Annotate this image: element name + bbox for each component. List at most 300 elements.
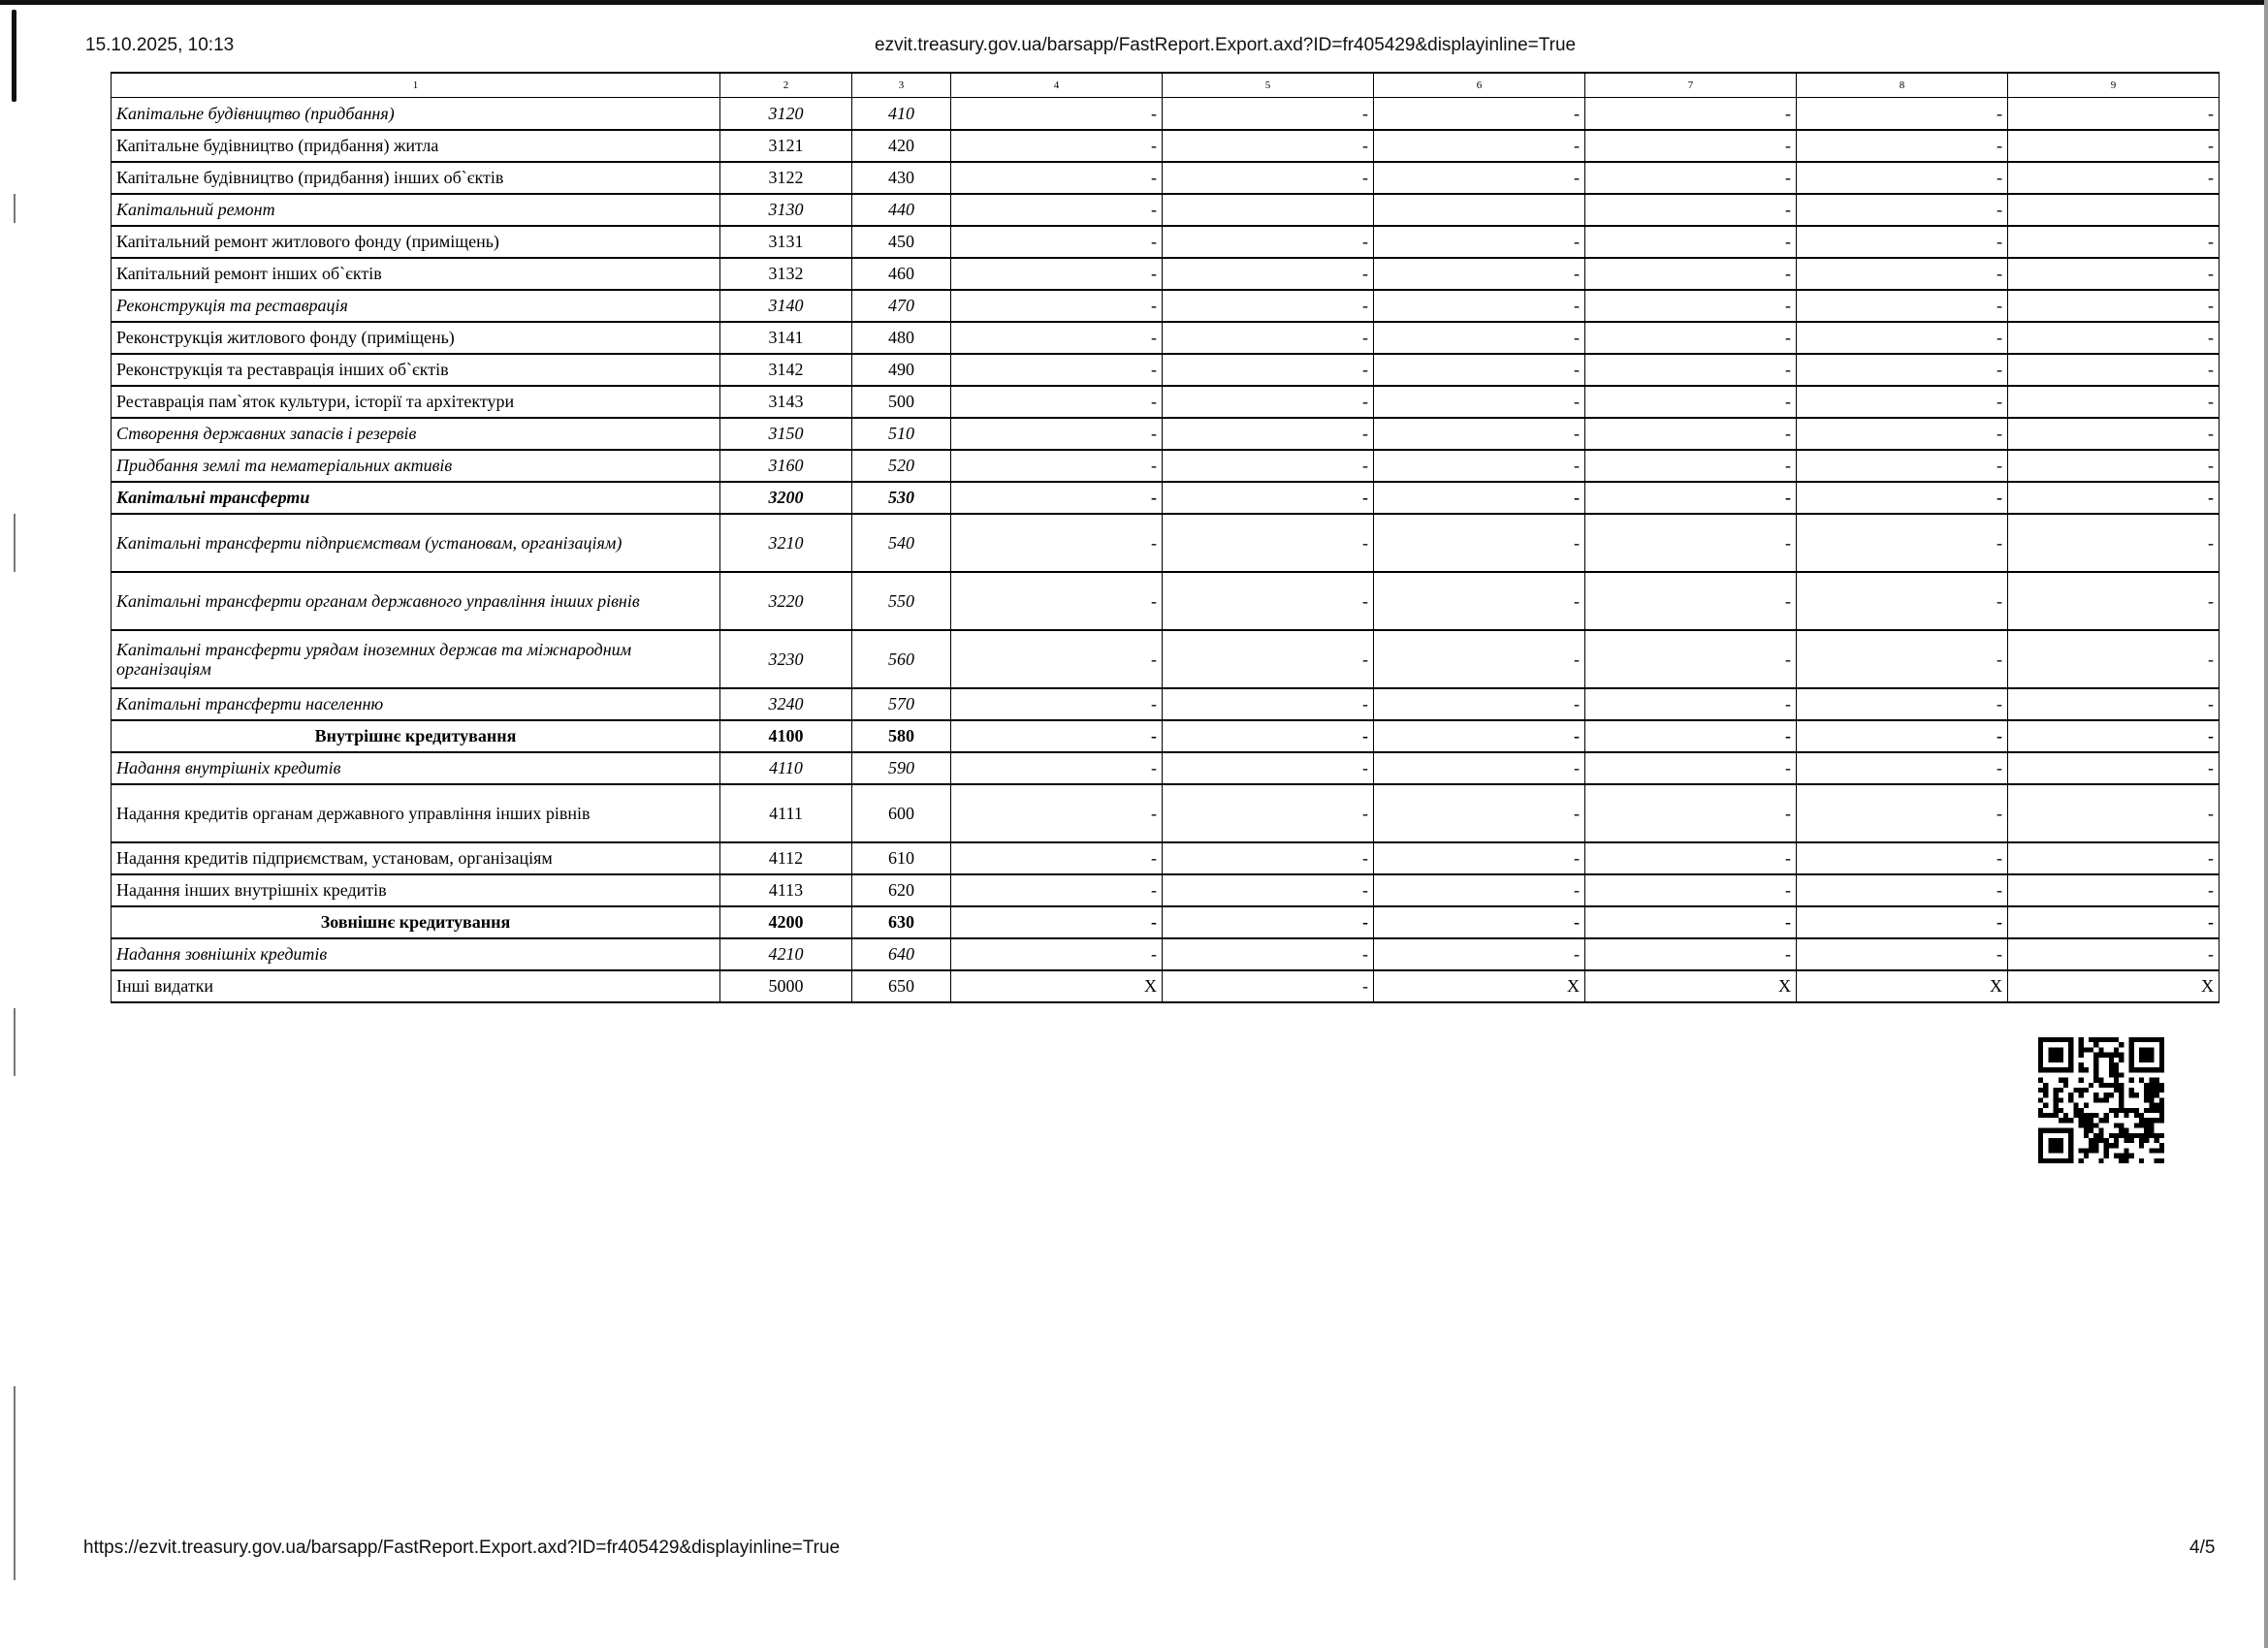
qr-module (2155, 1108, 2159, 1113)
value-cell: - (1163, 874, 1374, 906)
value-cell: - (1163, 386, 1374, 418)
qr-module (2084, 1103, 2089, 1108)
qr-module (2089, 1143, 2093, 1148)
qr-module (2139, 1078, 2144, 1083)
line-code: 540 (852, 514, 951, 572)
value-cell: - (2008, 784, 2220, 842)
table-row (112, 98, 2220, 130)
qr-module (2063, 1078, 2068, 1083)
column-number-row (112, 73, 2220, 98)
qr-module (2054, 1097, 2059, 1102)
value-cell: - (2008, 386, 2220, 418)
line-code: 420 (852, 130, 951, 162)
value-cell: - (1374, 386, 1585, 418)
qr-module (2068, 1118, 2073, 1123)
qr-module (2089, 1083, 2093, 1088)
kekv-code: 3143 (720, 386, 852, 418)
line-code: 640 (852, 938, 951, 970)
value-cell: - (1585, 162, 1797, 194)
table-row (112, 720, 2220, 752)
qr-module (2149, 1123, 2154, 1127)
qr-module (2059, 1118, 2063, 1123)
value-cell: - (1374, 752, 1585, 784)
qr-module (2119, 1133, 2124, 1138)
qr-code (2038, 1037, 2164, 1163)
value-cell: - (1585, 572, 1797, 630)
qr-module (2084, 1113, 2089, 1118)
qr-module (2059, 1108, 2063, 1113)
value-cell: - (1374, 688, 1585, 720)
row-name: Капітальний ремонт (112, 194, 720, 226)
qr-module (2124, 1128, 2128, 1133)
qr-module (2129, 1108, 2134, 1113)
qr-module (2084, 1154, 2089, 1158)
value-cell: - (1797, 572, 2008, 630)
line-code: 570 (852, 688, 951, 720)
value-cell: - (1585, 258, 1797, 290)
qr-module (2068, 1097, 2073, 1102)
scan-mark (14, 1386, 16, 1580)
qr-module (2159, 1108, 2164, 1113)
value-cell: X (951, 970, 1163, 1002)
value-cell: - (1797, 482, 2008, 514)
qr-module (2109, 1083, 2114, 1088)
qr-module (2114, 1078, 2119, 1083)
value-cell: - (1585, 874, 1797, 906)
kekv-code: 3210 (720, 514, 852, 572)
qr-module (2159, 1143, 2164, 1148)
value-cell: - (1374, 418, 1585, 450)
line-code: 600 (852, 784, 951, 842)
qr-module (2155, 1088, 2159, 1093)
qr-module (2155, 1103, 2159, 1108)
scan-edge-right (2264, 0, 2268, 1648)
qr-module (2129, 1093, 2134, 1097)
row-name: Реконструкція та реставрація інших об`єктів (112, 354, 720, 386)
qr-module (2109, 1058, 2114, 1062)
value-cell: - (951, 842, 1163, 874)
value-cell (1374, 194, 1585, 226)
qr-module (2109, 1037, 2114, 1042)
qr-module (2144, 1128, 2149, 1133)
value-cell: - (2008, 290, 2220, 322)
qr-module (2084, 1128, 2089, 1133)
qr-module (2139, 1113, 2144, 1118)
line-code: 630 (852, 906, 951, 938)
value-cell: - (951, 630, 1163, 688)
qr-module (2155, 1148, 2159, 1153)
qr-module (2124, 1138, 2128, 1143)
qr-module (2109, 1062, 2114, 1067)
value-cell: - (2008, 418, 2220, 450)
value-cell: - (1797, 720, 2008, 752)
column-number: 6 (1374, 73, 1585, 98)
value-cell: - (1797, 162, 2008, 194)
value-cell: - (951, 906, 1163, 938)
column-number: 5 (1163, 73, 1374, 98)
qr-module (2098, 1037, 2103, 1042)
row-name: Внутрішнє кредитування (112, 720, 720, 752)
value-cell: - (1585, 418, 1797, 450)
table-row (112, 322, 2220, 354)
qr-module (2124, 1108, 2128, 1113)
value-cell: - (1163, 752, 1374, 784)
kekv-code: 4210 (720, 938, 852, 970)
qr-module (2093, 1113, 2098, 1118)
row-name: Створення державних запасів і резервів (112, 418, 720, 450)
qr-module (2129, 1078, 2134, 1083)
qr-module (2054, 1103, 2059, 1108)
value-cell: - (951, 688, 1163, 720)
value-cell: - (1585, 98, 1797, 130)
qr-module (2159, 1118, 2164, 1123)
qr-module (2093, 1067, 2098, 1072)
value-cell: - (951, 226, 1163, 258)
value-cell: - (1585, 906, 1797, 938)
qr-module (2038, 1088, 2043, 1093)
value-cell: - (1374, 572, 1585, 630)
qr-module (2079, 1158, 2084, 1163)
qr-module (2119, 1093, 2124, 1097)
value-cell: - (1585, 752, 1797, 784)
value-cell: - (951, 752, 1163, 784)
qr-module (2079, 1078, 2084, 1083)
value-cell: - (1585, 514, 1797, 572)
qr-module (2114, 1154, 2119, 1158)
value-cell: - (1374, 98, 1585, 130)
qr-module (2149, 1088, 2154, 1093)
qr-module (2119, 1097, 2124, 1102)
value-cell: X (1374, 970, 1585, 1002)
value-cell: - (1797, 450, 2008, 482)
table-row (112, 688, 2220, 720)
value-cell: - (1374, 354, 1585, 386)
qr-module (2093, 1072, 2098, 1077)
qr-module (2109, 1108, 2114, 1113)
qr-module (2139, 1158, 2144, 1163)
value-cell: - (2008, 98, 2220, 130)
qr-module (2063, 1118, 2068, 1123)
line-code: 520 (852, 450, 951, 482)
value-cell: - (1585, 630, 1797, 688)
qr-module (2149, 1108, 2154, 1113)
line-code: 610 (852, 842, 951, 874)
qr-module (2098, 1138, 2103, 1143)
qr-module (2109, 1143, 2114, 1148)
qr-module (2089, 1138, 2093, 1143)
qr-module (2109, 1067, 2114, 1072)
column-number: 1 (112, 73, 720, 98)
qr-module (2073, 1088, 2078, 1093)
qr-module (2089, 1118, 2093, 1123)
qr-module (2155, 1083, 2159, 1088)
row-name: Капітальні трансферти (112, 482, 720, 514)
value-cell: - (1797, 874, 2008, 906)
qr-module (2063, 1113, 2068, 1118)
qr-module (2119, 1158, 2124, 1163)
qr-module (2104, 1083, 2109, 1088)
value-cell: - (1163, 258, 1374, 290)
value-cell: - (1374, 162, 1585, 194)
value-cell: - (2008, 720, 2220, 752)
qr-module (2144, 1093, 2149, 1097)
qr-module (2104, 1143, 2109, 1148)
table-row (112, 194, 2220, 226)
value-cell: - (951, 514, 1163, 572)
value-cell: - (1163, 688, 1374, 720)
qr-module (2093, 1133, 2098, 1138)
value-cell: X (1797, 970, 2008, 1002)
row-name: Надання зовнішніх кредитів (112, 938, 720, 970)
print-datetime: 15.10.2025, 10:13 (85, 35, 235, 55)
qr-module (2089, 1123, 2093, 1127)
value-cell: - (951, 290, 1163, 322)
row-name: Капітальне будівництво (придбання) житла (112, 130, 720, 162)
value-cell: - (951, 194, 1163, 226)
value-cell: - (1797, 842, 2008, 874)
qr-module (2079, 1037, 2084, 1042)
table-row (112, 226, 2220, 258)
qr-module (2038, 1108, 2043, 1113)
qr-module (2079, 1062, 2084, 1067)
row-name: Надання кредитів органам державного управління інших рівнів (112, 784, 720, 842)
kekv-code: 3132 (720, 258, 852, 290)
value-cell: - (1797, 98, 2008, 130)
line-code: 560 (852, 630, 951, 688)
qr-module (2059, 1088, 2063, 1093)
value-cell: - (1585, 322, 1797, 354)
qr-module (2155, 1138, 2159, 1143)
value-cell: - (951, 572, 1163, 630)
qr-module (2124, 1158, 2128, 1163)
qr-module (2129, 1133, 2134, 1138)
value-cell: - (951, 720, 1163, 752)
qr-module (2098, 1128, 2103, 1133)
value-cell: - (1163, 842, 1374, 874)
qr-module (2098, 1053, 2103, 1058)
qr-module (2073, 1108, 2078, 1113)
value-cell: - (1374, 720, 1585, 752)
kekv-code: 5000 (720, 970, 852, 1002)
qr-module (2084, 1047, 2089, 1052)
value-cell: - (1374, 130, 1585, 162)
value-cell: - (1797, 194, 2008, 226)
qr-module (2054, 1113, 2059, 1118)
qr-module (2093, 1053, 2098, 1058)
qr-module (2114, 1113, 2119, 1118)
qr-module (2054, 1088, 2059, 1093)
value-cell: - (2008, 688, 2220, 720)
line-code: 530 (852, 482, 951, 514)
row-name: Капітальні трансферти органам державного управління інших рівнів (112, 572, 720, 630)
value-cell: - (1163, 322, 1374, 354)
kekv-code: 4112 (720, 842, 852, 874)
qr-module (2124, 1113, 2128, 1118)
qr-module (2043, 1093, 2048, 1097)
value-cell: - (1374, 514, 1585, 572)
qr-module (2149, 1128, 2154, 1133)
kekv-code: 3160 (720, 450, 852, 482)
table-row (112, 752, 2220, 784)
qr-module (2093, 1042, 2098, 1047)
qr-module (2114, 1083, 2119, 1088)
qr-module (2159, 1097, 2164, 1102)
value-cell: - (1163, 290, 1374, 322)
row-name: Надання внутрішніх кредитів (112, 752, 720, 784)
qr-module (2114, 1138, 2119, 1143)
qr-module (2098, 1078, 2103, 1083)
qr-module (2149, 1118, 2154, 1123)
value-cell: - (1585, 938, 1797, 970)
qr-module (2068, 1093, 2073, 1097)
qr-module (2059, 1078, 2063, 1083)
qr-module (2114, 1053, 2119, 1058)
value-cell: - (1797, 290, 2008, 322)
qr-module (2144, 1138, 2149, 1143)
value-cell: - (1797, 906, 2008, 938)
qr-module (2119, 1154, 2124, 1158)
kekv-code: 4111 (720, 784, 852, 842)
value-cell: - (1163, 130, 1374, 162)
line-code: 620 (852, 874, 951, 906)
table-row (112, 514, 2220, 572)
qr-module (2134, 1108, 2139, 1113)
page-number: 4/5 (2189, 1537, 2216, 1558)
kekv-code: 3120 (720, 98, 852, 130)
qr-module (2098, 1083, 2103, 1088)
qr-module (2134, 1093, 2139, 1097)
kekv-code: 3130 (720, 194, 852, 226)
line-code: 430 (852, 162, 951, 194)
value-cell: - (1585, 688, 1797, 720)
kekv-code: 3230 (720, 630, 852, 688)
qr-module (2119, 1123, 2124, 1127)
qr-module (2093, 1097, 2098, 1102)
value-cell: - (2008, 874, 2220, 906)
value-cell: - (2008, 482, 2220, 514)
qr-module (2144, 1133, 2149, 1138)
value-cell: - (1163, 572, 1374, 630)
qr-module (2119, 1088, 2124, 1093)
qr-module (2139, 1133, 2144, 1138)
kekv-code: 4200 (720, 906, 852, 938)
value-cell: - (951, 784, 1163, 842)
qr-module (2114, 1143, 2119, 1148)
qr-module (2043, 1083, 2048, 1088)
value-cell: - (1797, 418, 2008, 450)
value-cell: - (1374, 842, 1585, 874)
value-cell: - (951, 322, 1163, 354)
value-cell: - (951, 162, 1163, 194)
value-cell: - (1797, 514, 2008, 572)
qr-module (2119, 1072, 2124, 1077)
value-cell: - (1797, 630, 2008, 688)
qr-module (2093, 1093, 2098, 1097)
value-cell (2008, 194, 2220, 226)
value-cell: - (2008, 354, 2220, 386)
qr-module (2104, 1148, 2109, 1153)
qr-module (2089, 1128, 2093, 1133)
qr-module (2139, 1123, 2144, 1127)
kekv-code: 3220 (720, 572, 852, 630)
qr-module (2084, 1148, 2089, 1153)
line-code: 490 (852, 354, 951, 386)
table-row (112, 354, 2220, 386)
qr-module (2119, 1042, 2124, 1047)
value-cell: - (1163, 720, 1374, 752)
value-cell: - (2008, 630, 2220, 688)
value-cell: - (1374, 630, 1585, 688)
row-name: Придбання землі та нематеріальних активів (112, 450, 720, 482)
value-cell: - (2008, 162, 2220, 194)
kekv-code: 3141 (720, 322, 852, 354)
qr-module (2104, 1037, 2109, 1042)
qr-module (2159, 1083, 2164, 1088)
qr-module (2124, 1148, 2128, 1153)
value-cell: - (1163, 970, 1374, 1002)
value-cell: - (1585, 226, 1797, 258)
table-row (112, 130, 2220, 162)
value-cell: - (2008, 906, 2220, 938)
qr-module (2048, 1113, 2053, 1118)
qr-module (2155, 1158, 2159, 1163)
qr-module (2098, 1118, 2103, 1123)
qr-module (2124, 1154, 2128, 1158)
qr-module (2079, 1047, 2084, 1052)
qr-module (2079, 1042, 2084, 1047)
kekv-code: 3122 (720, 162, 852, 194)
scan-mark (14, 514, 16, 572)
table-row (112, 938, 2220, 970)
value-cell: - (1163, 98, 1374, 130)
qr-module (2159, 1158, 2164, 1163)
qr-module (2089, 1047, 2093, 1052)
value-cell: X (1585, 970, 1797, 1002)
scan-edge-top (0, 0, 2268, 5)
line-code: 500 (852, 386, 951, 418)
row-name: Надання інших внутрішніх кредитів (112, 874, 720, 906)
value-cell: - (951, 938, 1163, 970)
column-number: 4 (951, 73, 1163, 98)
value-cell: - (951, 418, 1163, 450)
qr-module (2038, 1113, 2043, 1118)
table-row (112, 784, 2220, 842)
qr-module (2124, 1133, 2128, 1138)
qr-module (2139, 1138, 2144, 1143)
qr-module (2159, 1103, 2164, 1108)
column-number: 9 (2008, 73, 2220, 98)
qr-module (2149, 1103, 2154, 1108)
print-url: ezvit.treasury.gov.ua/barsapp/FastReport.Export.axd?ID=fr405429&displayinline=True (875, 35, 1577, 55)
qr-module (2149, 1133, 2154, 1138)
kekv-code: 4110 (720, 752, 852, 784)
qr-module (2098, 1133, 2103, 1138)
qr-module (2093, 1123, 2098, 1127)
qr-module (2114, 1067, 2119, 1072)
value-cell: - (951, 98, 1163, 130)
value-cell: - (951, 386, 1163, 418)
row-name: Капітальні трансферти урядам іноземних держав та міжнародним організаціям (112, 630, 720, 688)
value-cell: - (2008, 322, 2220, 354)
table-row (112, 386, 2220, 418)
value-cell: - (1585, 130, 1797, 162)
qr-module (2084, 1067, 2089, 1072)
value-cell: - (1797, 386, 2008, 418)
qr-module (2093, 1058, 2098, 1062)
qr-module (2093, 1143, 2098, 1148)
qr-module (2073, 1103, 2078, 1108)
value-cell: - (1797, 688, 2008, 720)
